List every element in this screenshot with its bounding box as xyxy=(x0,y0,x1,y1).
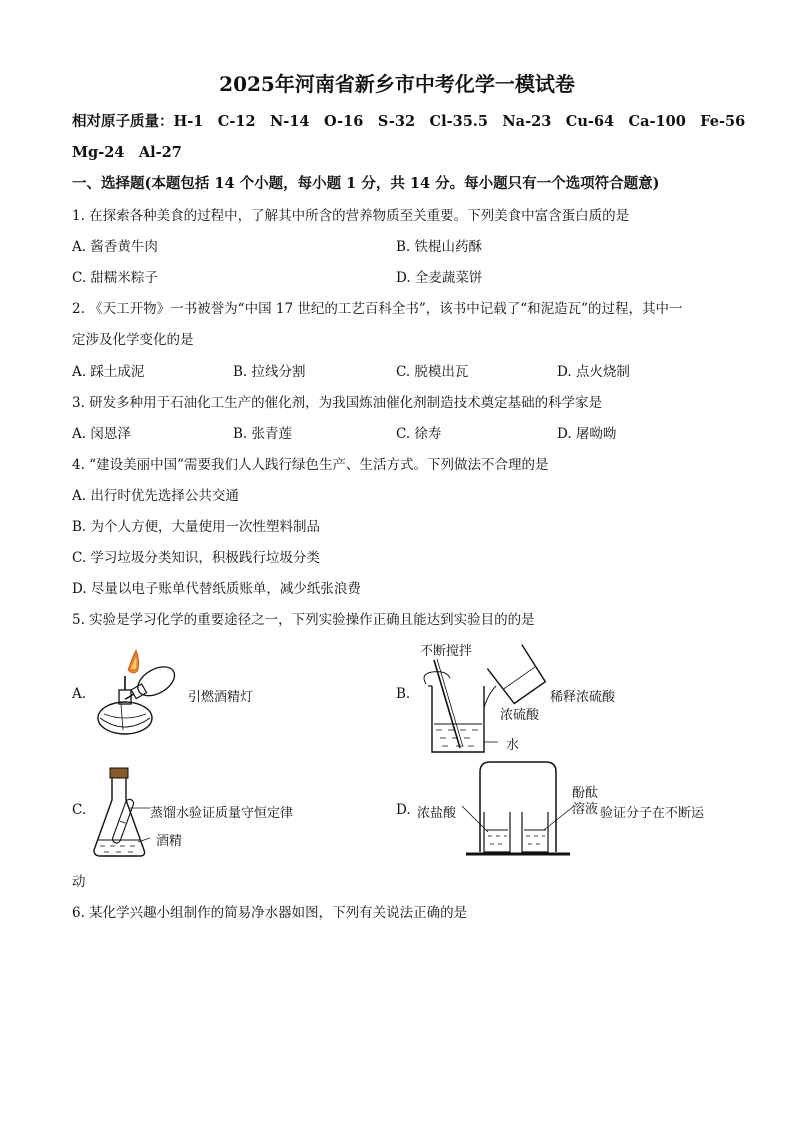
question-3-stem: 3. 研发多种用于石油化工生产的催化剂，为我国炼油催化剂制造技术奠定基础的科学家是 xyxy=(72,395,603,411)
question-1-option-a: A. 酱香黄牛肉 xyxy=(72,239,158,255)
question-5-option-b-letter: B. xyxy=(396,686,411,702)
page-title: 2025年河南省新乡市中考化学一模试卷 xyxy=(219,72,575,96)
question-5-stem: 5. 实验是学习化学的重要途径之一，下列实验操作正确且能达到实验目的的是 xyxy=(72,612,535,628)
figure-c-caption: 蒸馏水验证质量守恒定律 xyxy=(150,806,294,821)
atomic-masses-line-2: Mg-24 Al-27 xyxy=(72,144,182,161)
figure-b-acid-label: 浓硫酸 xyxy=(500,708,540,723)
figure-b-water-label: 水 xyxy=(506,738,520,753)
question-2-stem-line-1: 2. 《天工开物》一书被誉为“中国 17 世纪的工艺百科全书”，该书中记载了“和泥造瓦”的过程，其中一 xyxy=(72,301,683,317)
question-4-option-c: C. 学习垃圾分类知识，积极践行垃圾分类 xyxy=(72,550,320,566)
question-1-option-b: B. 铁棍山药酥 xyxy=(396,239,483,255)
question-4-option-b: B. 为个人方便，大量使用一次性塑料制品 xyxy=(72,519,321,535)
question-1-stem: 1. 在探索各种美食的过程中，了解其中所含的营养物质至关重要。下列美食中富含蛋白质的是 xyxy=(72,208,630,224)
question-2-stem-line-2: 定涉及化学变化的是 xyxy=(72,332,194,348)
question-1-option-d: D. 全麦蔬菜饼 xyxy=(396,270,483,286)
question-2-option-a: A. 踩土成泥 xyxy=(72,364,145,380)
section-heading: 一、选择题(本题包括 14 个小题，每小题 1 分，共 14 分。每小题只有一个选项符合题意) xyxy=(72,175,660,192)
figure-bell-jar xyxy=(462,760,574,860)
question-2-option-b: B. 拉线分割 xyxy=(233,364,306,380)
figure-d-indicator-label-1: 酚酞 xyxy=(572,786,599,801)
figure-dilute-acid xyxy=(418,634,558,760)
question-1-option-c: C. 甜糯米粽子 xyxy=(72,270,158,286)
question-2-option-c: C. 脱模出瓦 xyxy=(396,364,469,380)
question-3-option-d: D. 屠呦呦 xyxy=(557,426,617,442)
question-3-option-b: B. 张青莲 xyxy=(233,426,293,442)
figure-alcohol-lamp xyxy=(90,648,190,744)
question-4-stem: 4. “建设美丽中国”需要我们人人践行绿色生产、生活方式。下列做法不合理的是 xyxy=(72,457,549,473)
figure-flask xyxy=(90,764,150,860)
question-4-option-a: A. 出行时优先选择公共交通 xyxy=(72,488,239,504)
atomic-masses-line-1: 相对原子质量：H-1 C-12 N-14 O-16 S-32 Cl-35.5 Na-23 Cu-64 Ca-100 Fe-56 xyxy=(72,113,746,130)
figure-b-stir-label: 不断搅拌 xyxy=(420,644,473,659)
question-5-option-a-letter: A. xyxy=(72,686,87,702)
figure-d-indicator-label-2: 溶液 xyxy=(572,802,599,817)
question-3-option-a: A. 闵恩泽 xyxy=(72,426,131,442)
question-4-option-d: D. 尽量以电子账单代替纸质账单，减少纸张浪费 xyxy=(72,581,361,597)
figure-b-caption: 稀释浓硫酸 xyxy=(550,690,616,705)
question-6-stem: 6. 某化学兴趣小组制作的简易净水器如图，下列有关说法正确的是 xyxy=(72,905,468,921)
figure-d-acid-label: 浓盐酸 xyxy=(417,806,457,821)
question-2-option-d: D. 点火烧制 xyxy=(557,364,630,380)
question-5-option-c-letter: C. xyxy=(72,802,87,818)
figure-d-caption-wrap: 动 xyxy=(72,874,86,890)
question-5-option-d-letter: D. xyxy=(396,802,411,818)
figure-c-alcohol-label: 酒精 xyxy=(156,834,183,849)
figure-a-caption: 引燃酒精灯 xyxy=(188,690,254,705)
question-3-option-c: C. 徐寿 xyxy=(396,426,442,442)
figure-d-caption: 验证分子在不断运 xyxy=(600,806,705,821)
